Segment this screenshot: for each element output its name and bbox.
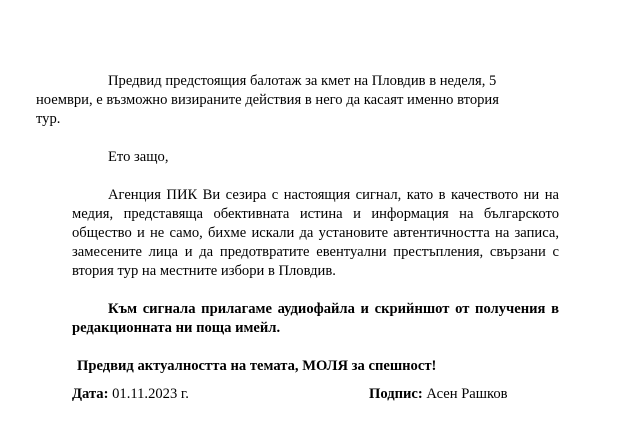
- paragraph1-line-3: тур.: [36, 111, 61, 127]
- paragraph-therefore: Ето защо,: [108, 149, 169, 165]
- paragraph-urgency: Предвид актуалността на темата, МОЛЯ за спешност!: [77, 358, 437, 374]
- document-footer: [72, 385, 572, 404]
- paragraph-attachments: Към сигнала прилагаме аудиофайла и скрийншот от получения в редакционната ни поща имейл.: [72, 301, 559, 336]
- signature-value: Асен Рашков: [426, 386, 508, 402]
- date-value: 01.11.2023 г.: [112, 386, 189, 402]
- paragraph1-line-1: Предвид предстоящия балотаж за кмет на Пловдив в неделя, 5: [108, 73, 497, 89]
- signature-block: [369, 385, 508, 404]
- paragraph1-line-2: ноември, е възможно визираните действия в него да касаят именно втория: [36, 92, 499, 108]
- document-body: [36, 72, 559, 376]
- paragraph-runoff-intro: [36, 72, 559, 129]
- date-label: Дата:: [72, 386, 109, 402]
- signature-label: Подпис:: [369, 386, 423, 402]
- date-block: [72, 385, 189, 404]
- paragraph-signal-body: Агенция ПИК Ви сезира с настоящия сигнал, като в качеството ни на медия, представяща обективната истина и информация на българското общество и не само, бихме искали да установите автентичността на записа, замесените лица и да предотвратите евентуални престъпления, свързани с втория тур на местните избори в Пловдив.: [72, 187, 559, 279]
